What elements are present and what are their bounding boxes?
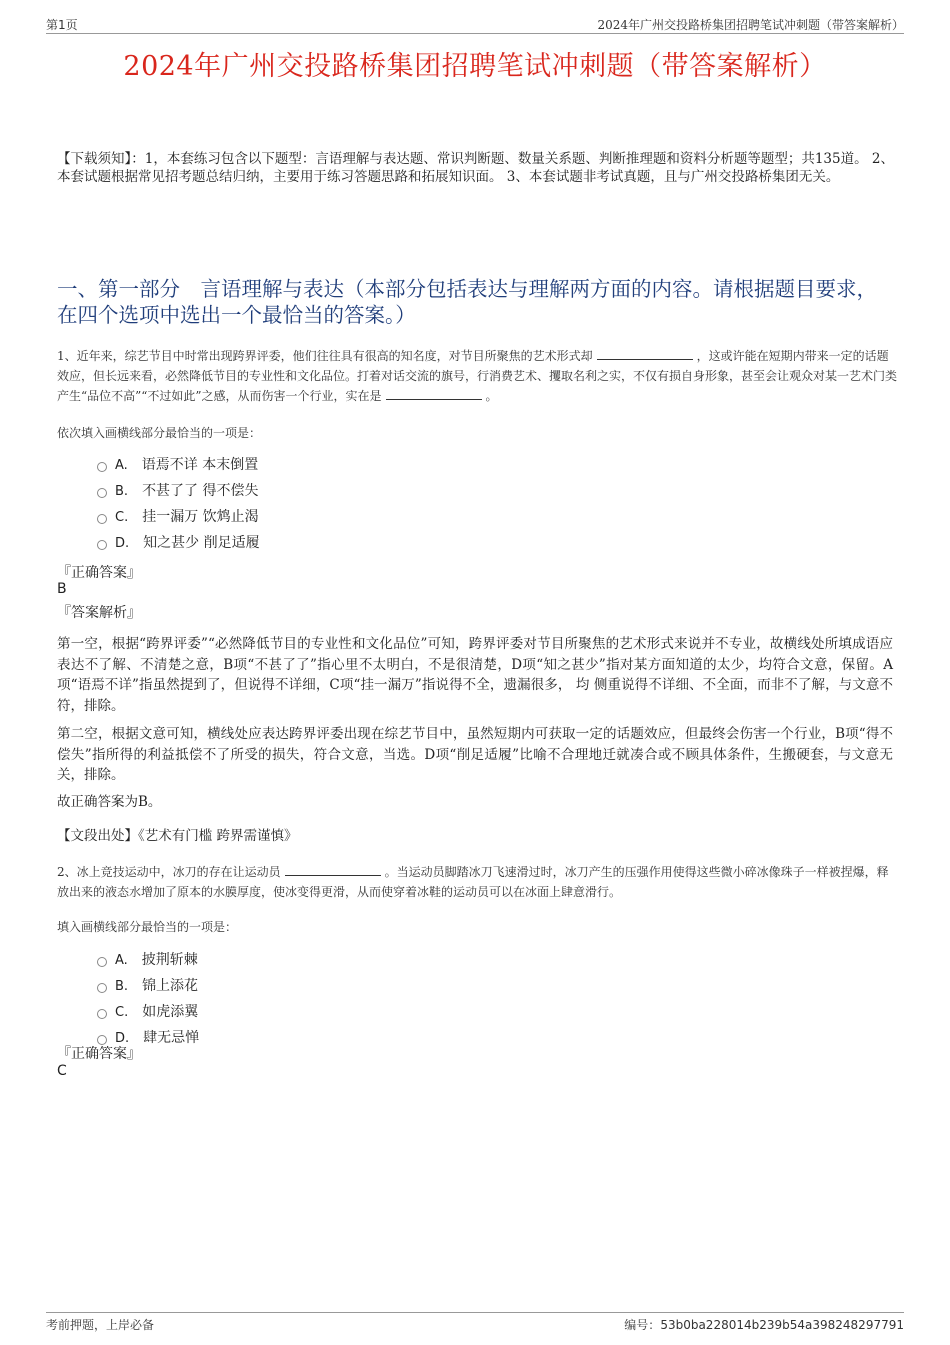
radio-icon[interactable] [97,488,107,498]
question-1-text-c: 。 [485,389,498,403]
radio-icon[interactable] [97,514,107,524]
blank-line [285,863,381,876]
radio-icon[interactable] [97,540,107,550]
radio-icon[interactable] [97,957,107,967]
question-2-answer: C [57,1063,67,1079]
question-1-analysis-p2: 第二空，根据文意可知，横线处应表达跨界评委出现在综艺节目中，虽然短期内可获取一定的话题效应，但最终会伤害一个行业，B项“得不偿失”指所得的利益抵偿不了所受的损失，符合文意，当选。D项“削足适履”比喻不合理地迁就凑合或不顾具体条件，生搬硬套，与文意无关，排除。 [57,726,893,783]
blank-line [597,347,693,360]
question-1-stem [57,346,897,406]
question-1-option-a[interactable]: A. 语焉不详 本末倒置 [97,455,258,475]
header-divider [46,33,904,34]
question-1-text-b: ，这或许能在短期内带来一定的话题效应，但长远来看，必然降低节目的专业性和文化品位。打着对话交流的旗号，行消费艺术、攫取名利之实，不仅有损自身形象，甚至会让观众对某一艺术门类产生“品位不高”“不过如此”之感，从而伤害一个行业，实在是 [57,349,898,403]
radio-icon[interactable] [97,462,107,472]
question-1-source: 【文段出处】《艺术有门槛 跨界需谨慎》 [57,828,298,844]
question-2-answer-label: 『正确答案』 [57,1046,141,1062]
question-1-option-c[interactable]: C. 挂一漏万 饮鸩止渴 [97,507,259,527]
question-2-option-d[interactable]: D. 肆无忌惮 [97,1028,199,1048]
question-1-analysis-label: 『答案解析』 [57,605,141,621]
question-2-option-c[interactable]: C. 如虎添翼 [97,1002,198,1022]
footer-code: 编号：53b0ba228014b239b54a398248297791 [624,1318,904,1332]
question-1-answer: B [57,581,67,597]
blank-line [386,387,482,400]
question-2-option-b[interactable]: B. 锦上添花 [97,976,198,996]
question-2-option-a[interactable]: A. 披荆斩棘 [97,950,198,970]
question-1-analysis-p3: 故正确答案为B。 [57,794,162,810]
question-1-text-a: 1、近年来，综艺节目中时常出现跨界评委，他们往往具有很高的知名度，对节目所聚焦的艺术形式却 [57,349,593,363]
question-1-analysis-p1: 第一空，根据“跨界评委”“必然降低节目的专业性和文化品位”可知，跨界评委对节目所聚焦的艺术形式来说并不专业，故横线处所填成语应表达不了解、不清楚之意，B项“不甚了了”指心里不太明白，不是很清楚，D项“知之甚少”指对某方面知道的太少，均符合文意，保留。A项“语焉不详”指虽然提到了，但说得不详细，C项“挂一漏万”指说得不全，遗漏很多， 均 侧重说得不详细、不全面，而非不了解，与文意不符，排除。 [57,636,893,714]
question-1-option-b[interactable]: B. 不甚了了 得不偿失 [97,481,259,501]
question-2-text-a: 2、冰上竞技运动中，冰刀的存在让运动员 [57,865,281,879]
footer-slogan: 考前押题，上岸必备 [46,1318,155,1332]
question-1-hint: 依次填入画横线部分最恰当的一项是： [57,426,262,440]
question-2-hint: 填入画横线部分最恰当的一项是： [57,920,238,934]
question-2-text-b: 。当运动员脚踏冰刀飞速滑过时，冰刀产生的压强作用使得这些微小碎冰像珠子一样被捏爆，释放出来的液态水增加了原本的水膜厚度，使冰变得更滑，从而使穿着冰鞋的运动员可以在冰面上肆意滑行。 [57,865,889,899]
radio-icon[interactable] [97,983,107,993]
download-notice: 【下载须知】：1，本套练习包含以下题型：言语理解与表达题、常识判断题、数量关系题、判断推理题和资料分析题等题型；共135道。 2、本套试题根据常见招考题总结归纳，主要用于练习答题思路和拓展知识面。 3、本套试题非考试真题，且与广州交投路桥集团无关。 [57,151,894,185]
header-page-number: 第1页 [46,18,78,32]
header-doc-title: 2024年广州交投路桥集团招聘笔试冲刺题（带答案解析） [597,18,904,32]
question-1-answer-label: 『正确答案』 [57,565,141,581]
footer-divider [46,1312,904,1313]
section-heading: 一、第一部分 言语理解与表达（本部分包括表达与理解两方面的内容。请根据题目要求，在四个选项中选出一个最恰当的答案。） [57,277,877,327]
question-1-option-d[interactable]: D. 知之甚少 削足适履 [97,533,260,553]
radio-icon[interactable] [97,1009,107,1019]
question-2-stem [57,862,897,902]
page-title: 2024年广州交投路桥集团招聘笔试冲刺题（带答案解析） [123,51,827,82]
